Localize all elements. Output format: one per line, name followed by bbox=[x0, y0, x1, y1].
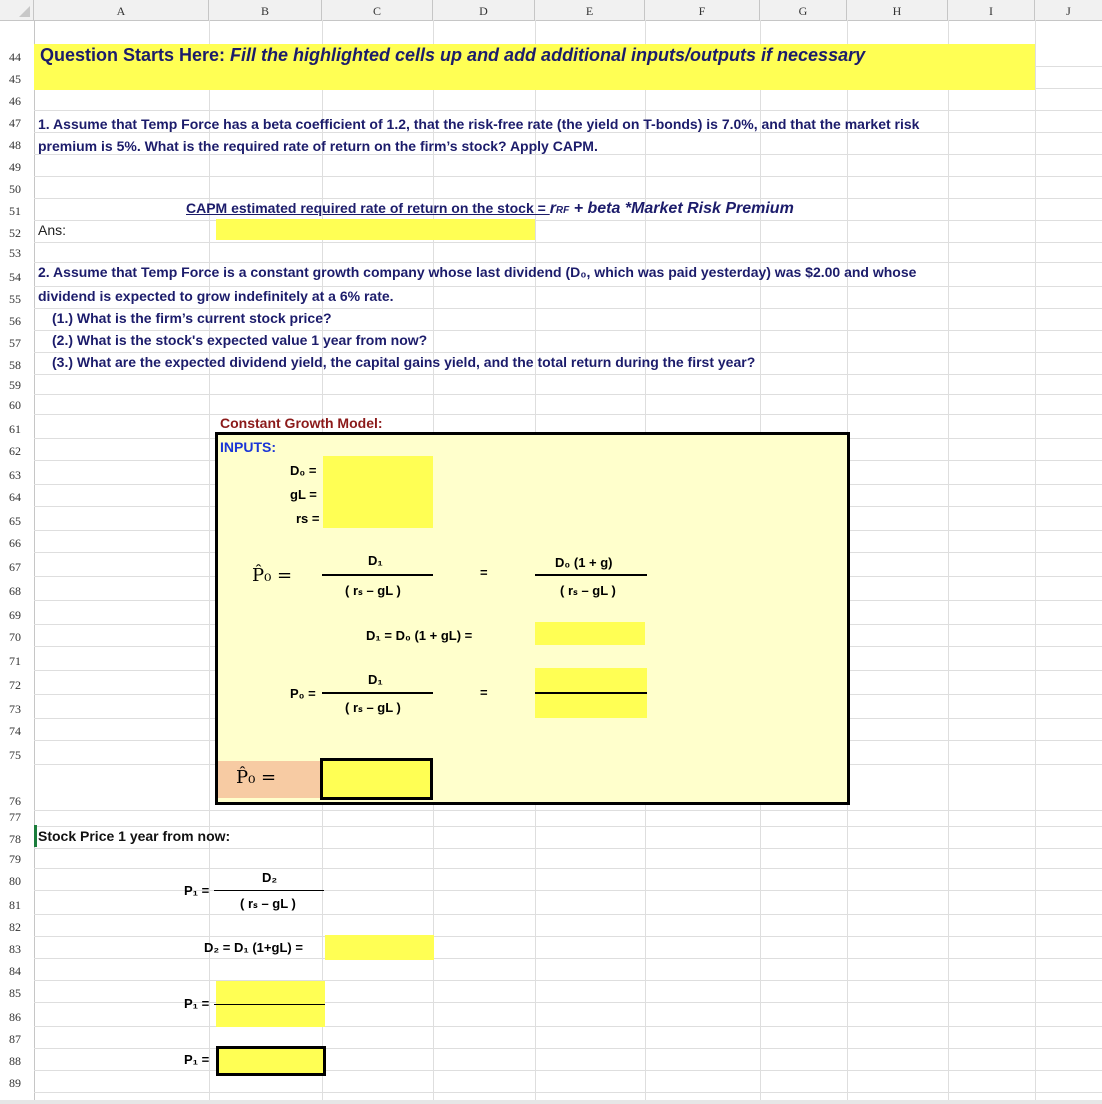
row-header[interactable]: 60 bbox=[9, 398, 21, 412]
gridline bbox=[34, 330, 1102, 331]
row-header[interactable]: 64 bbox=[9, 490, 21, 504]
p0-hat-result-cell[interactable] bbox=[320, 758, 433, 800]
gridline bbox=[34, 242, 1102, 243]
row-header[interactable]: 85 bbox=[9, 986, 21, 1000]
row-header[interactable]: 65 bbox=[9, 514, 21, 528]
row-header[interactable]: 62 bbox=[9, 444, 21, 458]
inputs-cells[interactable] bbox=[323, 456, 433, 528]
capm-label: CAPM estimated required rate of return on the stock = bbox=[186, 200, 550, 216]
row-header[interactable]: 89 bbox=[9, 1076, 21, 1090]
p0-fraction-bar bbox=[535, 692, 647, 694]
row-header[interactable]: 59 bbox=[9, 378, 21, 392]
q2-sub1: (1.) What is the firm’s current stock price? bbox=[52, 310, 332, 326]
row-header[interactable]: 48 bbox=[9, 138, 21, 152]
frac3-denominator: ( rₛ – gL ) bbox=[345, 700, 401, 715]
capm-rrf: r bbox=[549, 200, 556, 217]
frac3-numerator: D₁ bbox=[368, 672, 383, 687]
gridline bbox=[34, 176, 1102, 177]
gridline bbox=[34, 220, 1102, 221]
row-header[interactable]: 79 bbox=[9, 852, 21, 866]
row-header[interactable]: 80 bbox=[9, 874, 21, 888]
row-header[interactable]: 84 bbox=[9, 964, 21, 978]
p0-hat-result-label: P̂₀ = bbox=[236, 767, 277, 788]
col-header-f[interactable]: F bbox=[645, 0, 760, 20]
col-header-c[interactable]: C bbox=[322, 0, 433, 20]
col-header-e[interactable]: E bbox=[535, 0, 645, 20]
row-header[interactable]: 73 bbox=[9, 702, 21, 716]
row-header[interactable]: 45 bbox=[9, 72, 21, 86]
d2-formula: D₂ = D₁ (1+gL) = bbox=[204, 940, 303, 955]
capm-rest: + beta *Market Risk Premium bbox=[569, 200, 794, 217]
gridline bbox=[948, 20, 949, 1104]
q1-line1: 1. Assume that Temp Force has a beta coefficient of 1.2, that the risk-free rate (the yield on T-bonds) is 7.0%, and that the market risk bbox=[38, 116, 920, 132]
gridline bbox=[34, 1070, 1102, 1071]
p1-frac-numerator: D₂ bbox=[262, 870, 278, 885]
row-header[interactable]: 53 bbox=[9, 246, 21, 260]
gridline bbox=[34, 848, 1102, 849]
banner-prefix: Question Starts Here: bbox=[40, 45, 231, 65]
q2-line2: dividend is expected to grow indefinitely at a 6% rate. bbox=[38, 288, 394, 304]
gridline bbox=[34, 958, 1102, 959]
gridline bbox=[34, 1048, 1102, 1049]
col-header-i[interactable]: I bbox=[948, 0, 1035, 20]
row-header[interactable]: 51 bbox=[9, 204, 21, 218]
col-header-g[interactable]: G bbox=[760, 0, 847, 20]
inputs-label: INPUTS: bbox=[220, 439, 276, 455]
row-header[interactable]: 66 bbox=[9, 536, 21, 550]
column-header-bar bbox=[0, 0, 1102, 21]
row-header[interactable]: 88 bbox=[9, 1054, 21, 1068]
frac2-denominator: ( rₛ – gL ) bbox=[560, 583, 616, 598]
frac2-numerator: D₀ (1 + g) bbox=[555, 555, 613, 570]
p1-fraction-bar bbox=[214, 1004, 325, 1005]
gridline bbox=[34, 154, 1102, 155]
d2-result-cell[interactable] bbox=[325, 935, 434, 960]
row-header[interactable]: 63 bbox=[9, 468, 21, 482]
row-header[interactable]: 47 bbox=[9, 116, 21, 130]
gl-label: gL = bbox=[290, 487, 317, 502]
frac2-bar bbox=[535, 574, 647, 576]
frac1-bar bbox=[322, 574, 433, 576]
capm-formula bbox=[186, 200, 794, 218]
p1-label-2: P₁ = bbox=[184, 996, 210, 1011]
row-header[interactable]: 76 bbox=[9, 794, 21, 808]
p1-frac-denominator: ( rₛ – gL ) bbox=[240, 896, 296, 911]
q1-line2: premium is 5%. What is the required rate of return on the firm’s stock? Apply CAPM. bbox=[38, 138, 598, 154]
gridline bbox=[34, 1092, 1102, 1093]
row-header[interactable]: 77 bbox=[9, 810, 21, 824]
gridline bbox=[34, 132, 1102, 133]
row-header[interactable]: 74 bbox=[9, 724, 21, 738]
gridline bbox=[34, 374, 1102, 375]
banner-text bbox=[40, 45, 865, 66]
gridline bbox=[34, 308, 1102, 309]
row-accent-marker bbox=[34, 825, 37, 847]
row-header[interactable]: 54 bbox=[9, 270, 21, 284]
equals-sign-2: = bbox=[480, 685, 488, 700]
gridline bbox=[34, 352, 1102, 353]
row-header[interactable]: 81 bbox=[9, 898, 21, 912]
gridline bbox=[34, 826, 1102, 827]
row-header[interactable]: 49 bbox=[9, 160, 21, 174]
row-header[interactable]: 75 bbox=[9, 748, 21, 762]
gridline bbox=[34, 110, 1102, 111]
row-header[interactable]: 55 bbox=[9, 292, 21, 306]
col-header-d[interactable]: D bbox=[433, 0, 535, 20]
gridline bbox=[34, 980, 1102, 981]
row-header[interactable]: 68 bbox=[9, 584, 21, 598]
banner-instruction: Fill the highlighted cells up and add additional inputs/outputs if necessary bbox=[230, 45, 866, 65]
gridline bbox=[34, 810, 1102, 811]
p1-frac-bar bbox=[214, 890, 324, 891]
q2-line1: 2. Assume that Temp Force is a constant growth company whose last dividend (D₀, which was paid yesterday) was $2.00 and whose bbox=[38, 264, 917, 280]
gridline bbox=[1035, 20, 1036, 1104]
row-header[interactable]: 72 bbox=[9, 678, 21, 692]
row-header-divider bbox=[34, 20, 35, 1104]
p1-title: Stock Price 1 year from now: bbox=[38, 828, 231, 844]
row-header[interactable]: 69 bbox=[9, 608, 21, 622]
row-header[interactable]: 78 bbox=[9, 832, 21, 846]
capm-rrf-sub: RF bbox=[555, 205, 570, 216]
select-all-corner[interactable] bbox=[0, 0, 34, 20]
p1-label: P₁ = bbox=[184, 883, 210, 898]
p1-result-cell[interactable] bbox=[216, 1046, 326, 1076]
col-header-h[interactable]: H bbox=[847, 0, 948, 20]
rs-label: rs = bbox=[296, 511, 320, 526]
gridline bbox=[34, 868, 1102, 869]
col-header-a[interactable]: A bbox=[34, 0, 209, 20]
col-header-j[interactable]: J bbox=[1066, 4, 1071, 18]
row-header[interactable]: 50 bbox=[9, 182, 21, 196]
col-header-b[interactable]: B bbox=[209, 0, 322, 20]
q2-sub3: (3.) What are the expected dividend yield, the capital gains yield, and the total return during the first year? bbox=[52, 354, 756, 370]
gridline bbox=[34, 414, 1102, 415]
row-header[interactable]: 86 bbox=[9, 1010, 21, 1024]
row-header[interactable]: 58 bbox=[9, 358, 21, 372]
row-header[interactable]: 44 bbox=[9, 50, 21, 64]
row-header[interactable]: 82 bbox=[9, 920, 21, 934]
row-header[interactable]: 46 bbox=[9, 94, 21, 108]
row-header[interactable]: 71 bbox=[9, 654, 21, 668]
capm-answer-cell[interactable] bbox=[216, 219, 535, 240]
model-title: Constant Growth Model: bbox=[220, 415, 383, 431]
p1-label-3: P₁ = bbox=[184, 1052, 210, 1067]
p0-label: P₀ = bbox=[290, 686, 316, 701]
gridline bbox=[34, 914, 1102, 915]
row-header[interactable]: 67 bbox=[9, 560, 21, 574]
q2-sub2: (2.) What is the stock's expected value 1 year from now? bbox=[52, 332, 428, 348]
gridline bbox=[34, 262, 1102, 263]
ans-label: Ans: bbox=[38, 222, 67, 238]
frac1-denominator: ( rₛ – gL ) bbox=[345, 583, 401, 598]
d1-result-cell[interactable] bbox=[535, 622, 645, 645]
d1-formula: D₁ = D₀ (1 + gL) = bbox=[366, 628, 473, 643]
row-header[interactable]: 87 bbox=[9, 1032, 21, 1046]
row-header[interactable]: 83 bbox=[9, 942, 21, 956]
gridline bbox=[34, 198, 1102, 199]
gridline bbox=[34, 936, 1102, 937]
d0-label: D₀ = bbox=[290, 463, 317, 478]
row-header[interactable]: 70 bbox=[9, 630, 21, 644]
row-header[interactable]: 56 bbox=[9, 314, 21, 328]
gridline bbox=[34, 394, 1102, 395]
equals-sign: = bbox=[480, 565, 488, 580]
frac3-bar bbox=[322, 692, 433, 694]
frac1-numerator: D₁ bbox=[368, 553, 383, 568]
bottom-strip bbox=[0, 1100, 1102, 1104]
gridline bbox=[34, 1026, 1102, 1027]
gridline bbox=[34, 286, 1102, 287]
p0-hat-label: P̂₀ = bbox=[252, 565, 293, 586]
row-header[interactable]: 57 bbox=[9, 336, 21, 350]
row-header[interactable]: 61 bbox=[9, 422, 21, 436]
row-header[interactable]: 52 bbox=[9, 226, 21, 240]
